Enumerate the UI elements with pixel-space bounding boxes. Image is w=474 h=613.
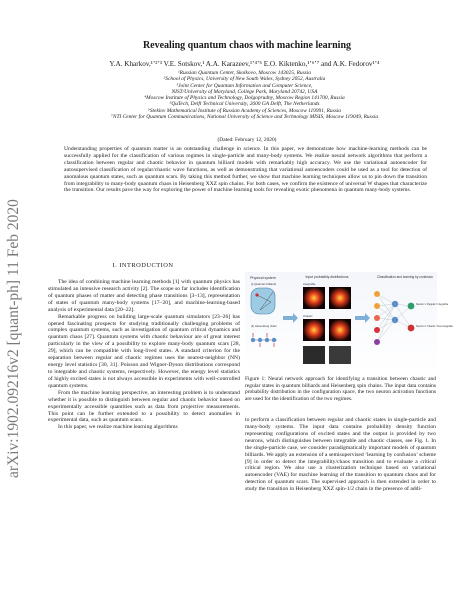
panel-a-sub1: (i) Quantum billiards <box>251 282 277 286</box>
distribution-thumbnail <box>329 319 351 341</box>
distribution-thumbnail <box>329 287 351 309</box>
panel-b-row1-label: Integrable <box>303 282 316 286</box>
paper-title: Revealing quantum chaos with machine learning <box>142 40 352 51</box>
affiliation-line: NIST/University of Maryland, College Park, Maryland 20742, USA <box>171 88 318 95</box>
affiliation-line: ¹Russian Quantum Center, Skolkovo, Moscow 143025, Russia <box>178 70 311 76</box>
billiard-shape-icon <box>251 288 275 314</box>
panel-a-sub2: (ii) Heisenberg chain <box>251 324 277 328</box>
panel-b-title: Input probability distributions <box>305 275 349 279</box>
affiliation-line: ⁷NTI Center for Quantum Communications, National University of Science and Technology MISIS, Moscow 119049, Russia <box>110 114 379 121</box>
author-list: Y.A. Kharkov,¹ʼ²ʼ³ V.E. Sotskov,¹ A.A. Karazeev,¹ʼ⁴ʼ⁵ E.O. Kiktenko,¹ʼ⁶ʼ⁷ and A.K. Fedorov¹ʼ⁴ <box>109 60 380 68</box>
distribution-thumbnail <box>329 346 351 364</box>
section-heading-introduction: I. INTRODUCTION <box>112 262 174 269</box>
date-line: (Dated: February 12, 2020) <box>217 137 277 143</box>
distribution-thumbnail <box>303 287 325 309</box>
paragraph: Remarkable progress on building large-scale quantum simulators [23–26] has opened fascinating prospects for studying traditionally challenging problems of complex quantum systems, such as investigation of quantum critical dynamics and quantum chaos [27]. Quantum systems with chaotic behaviour are of great interest particularly in the view of a possibility to explore many-body quantum scars [28, 29], which can be compatible with long-lived states. A standard criterion for the separation between regular and chaotic regimes uses the nearest-neighbor (NN) energy level statistics [30, 31]. Poisson and Wigner-Dyson distributions correspond to integrable and chaotic systems, respectively. However, the energy level statistics of highly excited states is not always accessible in experiments with well-controlled quantum systems. <box>48 313 240 389</box>
figure-1 <box>245 272 453 372</box>
affiliations <box>40 70 449 120</box>
affiliation-line: ³Joint Center for Quantum Information and Computer Science, <box>176 82 313 89</box>
neuron-1-label: Neuron 1: Regular / Integrable <box>416 303 449 306</box>
affiliation-line: ⁴Moscow Institute of Physics and Technology, Dolgoprudny, Moscow Region 141700, Russia <box>144 95 345 102</box>
paragraph: In this paper, we realize machine learning algorithms <box>58 424 178 431</box>
right-column <box>245 417 436 493</box>
paragraph: From the machine learning perspective, an interesting problem is to understand whether it is possible to distinguish between regular and chaotic behavior based on experimentally accessible quantities such as data from projective measurements. This point can be further extended to a possibility to detect anomalies in experimental data, such as quantum scars. <box>48 389 240 424</box>
figure-caption: Figure 1: Neural network approach for identifying a transition between chaotic and regular states in quantum billiards and Heisenberg spin chains. The input data contains probability distribution in the configuration space, the two neuron activation functions are used for the identification of the two regimes. <box>245 376 436 403</box>
abstract: Understanding properties of quantum matter is an outstanding challenge in science. In this paper, we demonstrate how machine-learning methods can be successfully applied for the classification of various regimes in single-particle and many-body systems. We realize neural network algorithms that perform a classification between regular and chaotic behavior in quantum billiard models with remarkably high accuracy. We use the variational autoencoder for autosupervised classification of regular/chaotic wave functions, as well as demonstrating that variational autoencoders could be used as a tool for detection of anomalous quantum states, such as quantum scars. By taking this method further, we show that machine learning techniques allow us to pin down the transition from integrability to many-body quantum chaos in Heisenberg XXZ spin chains. For both cases, we confirm the existence of universal W shapes that characterize the transition. Our results pave the way for exploring the power of machine learning tools for revealing exotic phenomena in quantum many-body systems. <box>64 146 427 194</box>
affiliation-line: ⁶Steklov Mathematical Institute of Russian Academy of Sciences, Moscow 119991, Russia <box>147 107 341 114</box>
left-column <box>48 279 240 431</box>
panel-c-title: Classification and learning by confusion <box>377 275 433 279</box>
distribution-thumbnail <box>303 346 325 364</box>
neuron-2-label: Neuron 2: Chaotic / Non-integrable <box>416 325 453 328</box>
arxiv-id-text: arXiv:1902.09216v2 [quant-ph] 11 Feb 2020 <box>5 199 22 478</box>
affiliation-line: ⁵QuTech, Delft Technical University, 2600 GA Delft, The Netherlands <box>169 101 320 108</box>
panel-b-row2-label: Chaotic <box>303 314 313 318</box>
panel-a-title: Physical system <box>250 276 276 280</box>
paragraph: to perform a classification between regular and chaotic states in single-particle and many-body systems. The input data contains probability density function representing configurations of excited states and the output is provided by two neurons, which distinguishes between integrable and chaotic classes, see Fig. 1. In the single-particle case, we consider paradigmatically important models of quantum billiards. We apply an extension of a semisupervised ‘learning by confusion’ scheme [9] in order to detect the integrability/chaos transition and to evaluate a critical critical region. We also use a clusterization technique based on variational autoencoder (VAE) for machine learning of the transition to quantum chaos and for detection of quantum scars. The supervised approach is then extended in order to study the transition in Heisenberg XXZ spin-1/2 chain in the presence of addi- <box>245 417 436 493</box>
affiliation-line: ²School of Physics, University of New South Wales, Sydney 2052, Australia <box>163 76 326 83</box>
paragraph: The idea of combining machine learning methods [1] with quantum physics has stimulated an intensive research activity [2]. The scope so far includes identification of quantum phases of matter and detecting phase transitions [3–13], representation of states of quantum many-body systems [17–20], and machine-learning-based analysis of experimental data [20–22]. <box>48 279 240 313</box>
arxiv-side-stamp <box>2 150 24 480</box>
distribution-thumbnail <box>303 319 325 341</box>
